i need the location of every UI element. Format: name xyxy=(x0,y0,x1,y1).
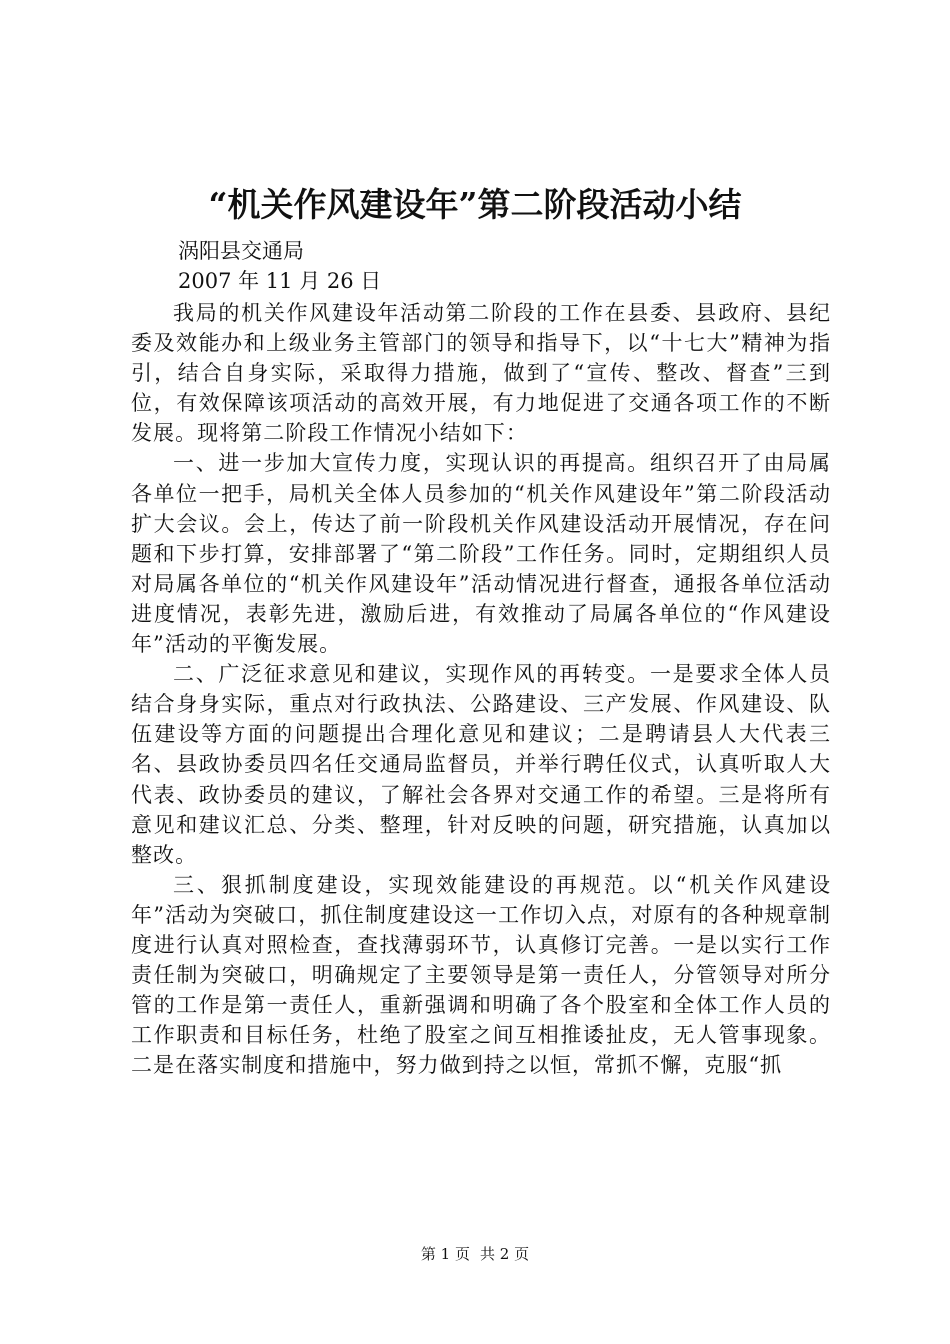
page-number: 第 1 页 xyxy=(420,1245,470,1263)
page-total: 共 2 页 xyxy=(480,1245,530,1263)
document-title: “机关作风建设年”第二阶段活动小结 xyxy=(208,185,742,224)
document-body xyxy=(131,298,831,1080)
issuing-organization: 涡阳县交通局 xyxy=(178,239,304,263)
paragraph-section-1: 一、进一步加大宣传力度，实现认识的再提高。组织召开了由局属各单位一把手，局机关全体人员参加的“机关作风建设年”第二阶段活动扩大会议。会上，传达了前一阶段机关作风建设活动开展情况，存在问题和下步打算，安排部署了“第二阶段”工作任务。同时，定期组织人员对局属各单位的“机关作风建设年”活动情况进行督查，通报各单位活动进度情况，表彰先进，激励后进，有效推动了局属各单位的“作风建设年”活动的平衡发展。 xyxy=(131,451,831,657)
issue-date: 2007 年 11 月 26 日 xyxy=(178,269,382,293)
paragraph-intro: 我局的机关作风建设年活动第二阶段的工作在县委、县政府、县纪委及效能办和上级业务主管部门的领导和指导下，以“十七大”精神为指引，结合自身实际，采取得力措施，做到了“宣传、整改、督查”三到位，有效保障该项活动的高效开展，有力地促进了交通各项工作的不断发展。现将第二阶段工作情况小结如下： xyxy=(131,301,831,446)
paragraph-section-2: 二、广泛征求意见和建议，实现作风的再转变。一是要求全体人员结合身身实际，重点对行政执法、公路建设、三产发展、作风建设、队伍建设等方面的问题提出合理化意见和建议；二是聘请县人大代表三名、县政协委员四名任交通局监督员，并举行聘任仪式，认真听取人大代表、政协委员的建议，了解社会各界对交通工作的希望。三是将所有意见和建议汇总、分类、整理，针对反映的问题，研究措施，认真加以整改。 xyxy=(131,662,831,867)
paragraph-section-3: 三、狠抓制度建设，实现效能建设的再规范。以“机关作风建设年”活动为突破口，抓住制度建设这一工作切入点，对原有的各种规章制度进行认真对照检查，查找薄弱环节，认真修订完善。一是以实行工作责任制为突破口，明确规定了主要领导是第一责任人，分管领导对所分管的工作是第一责任人，重新强调和明确了各个股室和全体工作人员的工作职责和目标任务，杜绝了股室之间互相推诿扯皮，无人管事现象。二是在落实制度和措施中，努力做到持之以恒，常抓不懈，克服“抓 xyxy=(131,872,831,1078)
page-footer xyxy=(0,1244,950,1264)
